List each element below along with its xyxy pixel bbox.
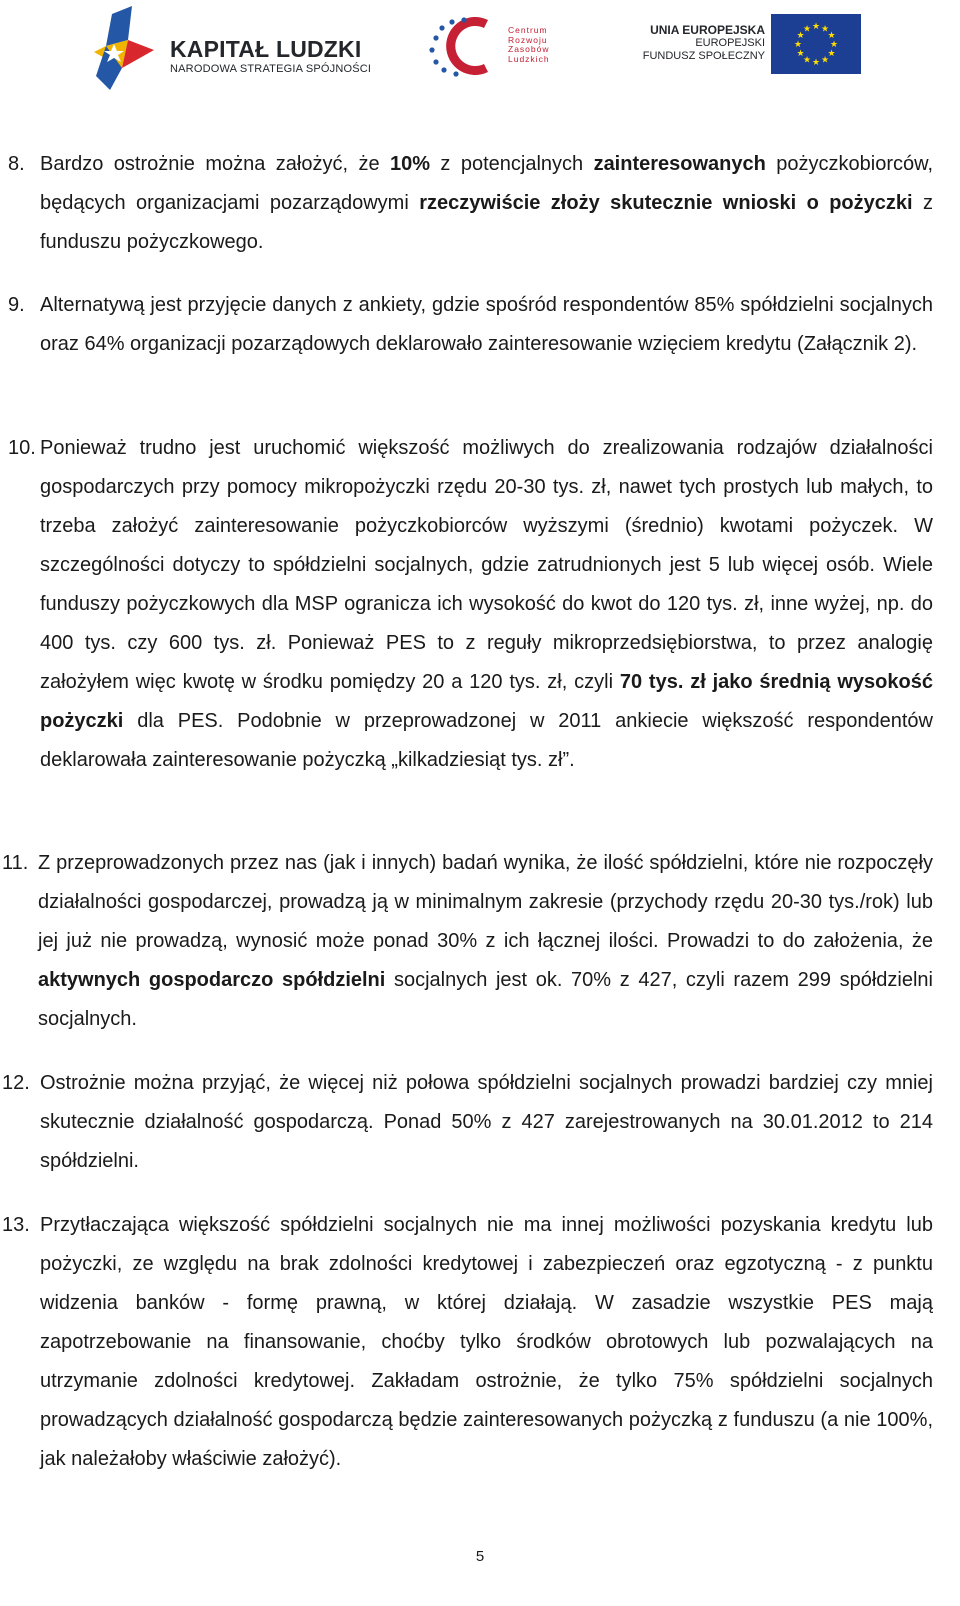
eu-line-2: EUROPEJSKI bbox=[695, 37, 765, 49]
crzl-line: Rozwoju bbox=[508, 34, 548, 45]
list-text bbox=[40, 1064, 933, 1181]
crzl-emblem-icon bbox=[428, 14, 508, 78]
eu-flag-icon bbox=[771, 14, 861, 74]
list-text bbox=[40, 145, 933, 262]
svg-text:★: ★ bbox=[811, 22, 821, 32]
list-text bbox=[40, 429, 933, 780]
list-text bbox=[38, 844, 933, 1039]
svg-text:★: ★ bbox=[827, 49, 836, 59]
svg-text:★: ★ bbox=[811, 58, 821, 68]
svg-text:★: ★ bbox=[829, 40, 839, 50]
list-number: 12. bbox=[2, 1072, 30, 1094]
bold-text: rzeczywiście złoży skutecznie wnioski o pożyczki bbox=[419, 192, 913, 214]
text-run: z potencjalnych bbox=[430, 153, 594, 175]
eu-logo bbox=[640, 14, 862, 80]
list-number: 11. bbox=[2, 852, 29, 874]
text-run: Ostrożnie można przyjąć, że więcej niż połowa spółdzielni socjalnych prowadzi bardziej czy mniej skutecznie działalność gospodarczą. Ponad 50% z 427 zarejestrowanych na 30.01.2012 to 214 spółdzielni. bbox=[40, 1072, 933, 1172]
text-run: dla PES. Podobnie w przeprowadzonej w 2011 ankiecie większość respondentów deklarowała zainteresowanie pożyczką „kilkadziesiąt tys. zł”. bbox=[40, 710, 933, 771]
crzl-line: Ludzkich bbox=[508, 53, 550, 64]
svg-text:★: ★ bbox=[796, 31, 805, 41]
svg-text:★: ★ bbox=[820, 24, 830, 35]
kapital-ludzki-emblem-icon bbox=[92, 6, 156, 92]
crzl-line: Centrum bbox=[508, 25, 548, 35]
list-number: 13. bbox=[2, 1214, 30, 1236]
eu-logo-text bbox=[640, 24, 765, 63]
page-header bbox=[0, 0, 960, 100]
crzl-line: Zasobów bbox=[508, 44, 550, 54]
svg-text:★: ★ bbox=[802, 24, 812, 35]
kapital-ludzki-title: KAPITAŁ LUDZKI bbox=[170, 36, 362, 62]
bold-text: aktywnych gospodarczo spółdzielni bbox=[38, 969, 386, 991]
bold-text: 70 tys. zł jako średnią wysokość pożyczki bbox=[40, 671, 933, 732]
text-run: socjalnych jest ok. 70% z 427, czyli razem 299 spółdzielni socjalnych. bbox=[38, 969, 933, 1030]
bold-text: zainteresowanych bbox=[593, 153, 766, 175]
list-number: 8. bbox=[8, 153, 25, 175]
text-run: Z przeprowadzonych przez nas (jak i innych) badań wynika, że ilość spółdzielni, które nie rozpoczęły działalności gospodarczej, prowadzą ją w minimalnym zakresie (przychody rzędu 20-30 tys./rok) lub jej już nie prowadzą, wynosić może ponad 30% z ich łącznej ilości. Prowadzi to do założenia, że bbox=[38, 852, 933, 952]
list-text bbox=[40, 286, 933, 364]
text-run: pożyczkobiorców, będących organizacjami pozarządowymi bbox=[40, 153, 934, 214]
crzl-logo bbox=[428, 14, 568, 78]
text-run: Bardzo ostrożnie można założyć, że bbox=[40, 153, 390, 175]
page-number: 5 bbox=[475, 1548, 485, 1565]
list-number: 10. bbox=[8, 437, 36, 459]
text-run: Alternatywą jest przyjęcie danych z ankiety, gdzie spośród respondentów 85% spółdzielni socjalnych oraz 64% organizacji pozarządowych deklarowało zainteresowanie wzięciem kredytu (Załącznik 2). bbox=[40, 294, 933, 355]
kapital-ludzki-logo bbox=[92, 6, 382, 92]
eu-line-1: UNIA EUROPEJSKA bbox=[650, 23, 765, 37]
svg-text:★: ★ bbox=[827, 31, 836, 41]
bold-text: 10% bbox=[389, 153, 431, 175]
svg-text:★: ★ bbox=[802, 55, 812, 66]
svg-text:★: ★ bbox=[793, 40, 803, 50]
text-run: z funduszu pożyczkowego. bbox=[40, 192, 933, 253]
list-text bbox=[40, 1206, 933, 1479]
eu-stars-icon bbox=[771, 14, 861, 74]
text-run: Ponieważ trudno jest uruchomić większość możliwych do zrealizowania rodzajów działalności gospodarczych przy pomocy mikropożyczki rzędu 20-30 tys. zł, nawet tych prostych lub małych, to trzeba założyć zainteresowanie pożyczkobiorców wyższymi (średnio) kwotami pożyczek. W szczególności dotyczy to spółdzielni socjalnych, gdzie zatrudnionych jest 5 lub więcej osób. Wiele funduszy pożyczkowych dla MSP ogranicza ich wysokość do kwot do 120 tys. zł, inne wyżej, np. do 400 tys. czy 600 tys. zł. Ponieważ PES to z reguły mikroprzedsiębiorstwa, to przez analogię założyłem więc kwotę w środku pomiędzy 20 a 120 tys. zł, czyli bbox=[40, 437, 933, 693]
list-number: 9. bbox=[8, 294, 25, 316]
eu-line-3: FUNDUSZ SPOŁECZNY bbox=[642, 50, 765, 62]
svg-text:★: ★ bbox=[820, 55, 830, 66]
svg-text:★: ★ bbox=[796, 49, 805, 59]
crzl-text bbox=[508, 26, 550, 64]
kapital-ludzki-subtitle: NARODOWA STRATEGIA SPÓJNOŚCI bbox=[170, 63, 372, 75]
text-run: Przytłaczająca większość spółdzielni socjalnych nie ma innej możliwości pozyskania kredytu lub pożyczki, ze względu na brak zdolności kredytowej i zabezpieczeń oraz egzotyczną - z punktu widzenia banków - formę prawną, w której działają. W zasadzie wszystkie PES mają zapotrzebowanie na finansowanie, choćby tylko środków obrotowych lub pozwalających na utrzymanie zdolności kredytowej. Zakładam ostrożnie, że tylko 75% spółdzielni socjalnych prowadzących działalność gospodarczą będzie zainteresowanych pożyczką z funduszu (a nie 100%, jak należałoby właściwie założyć). bbox=[40, 1214, 933, 1470]
